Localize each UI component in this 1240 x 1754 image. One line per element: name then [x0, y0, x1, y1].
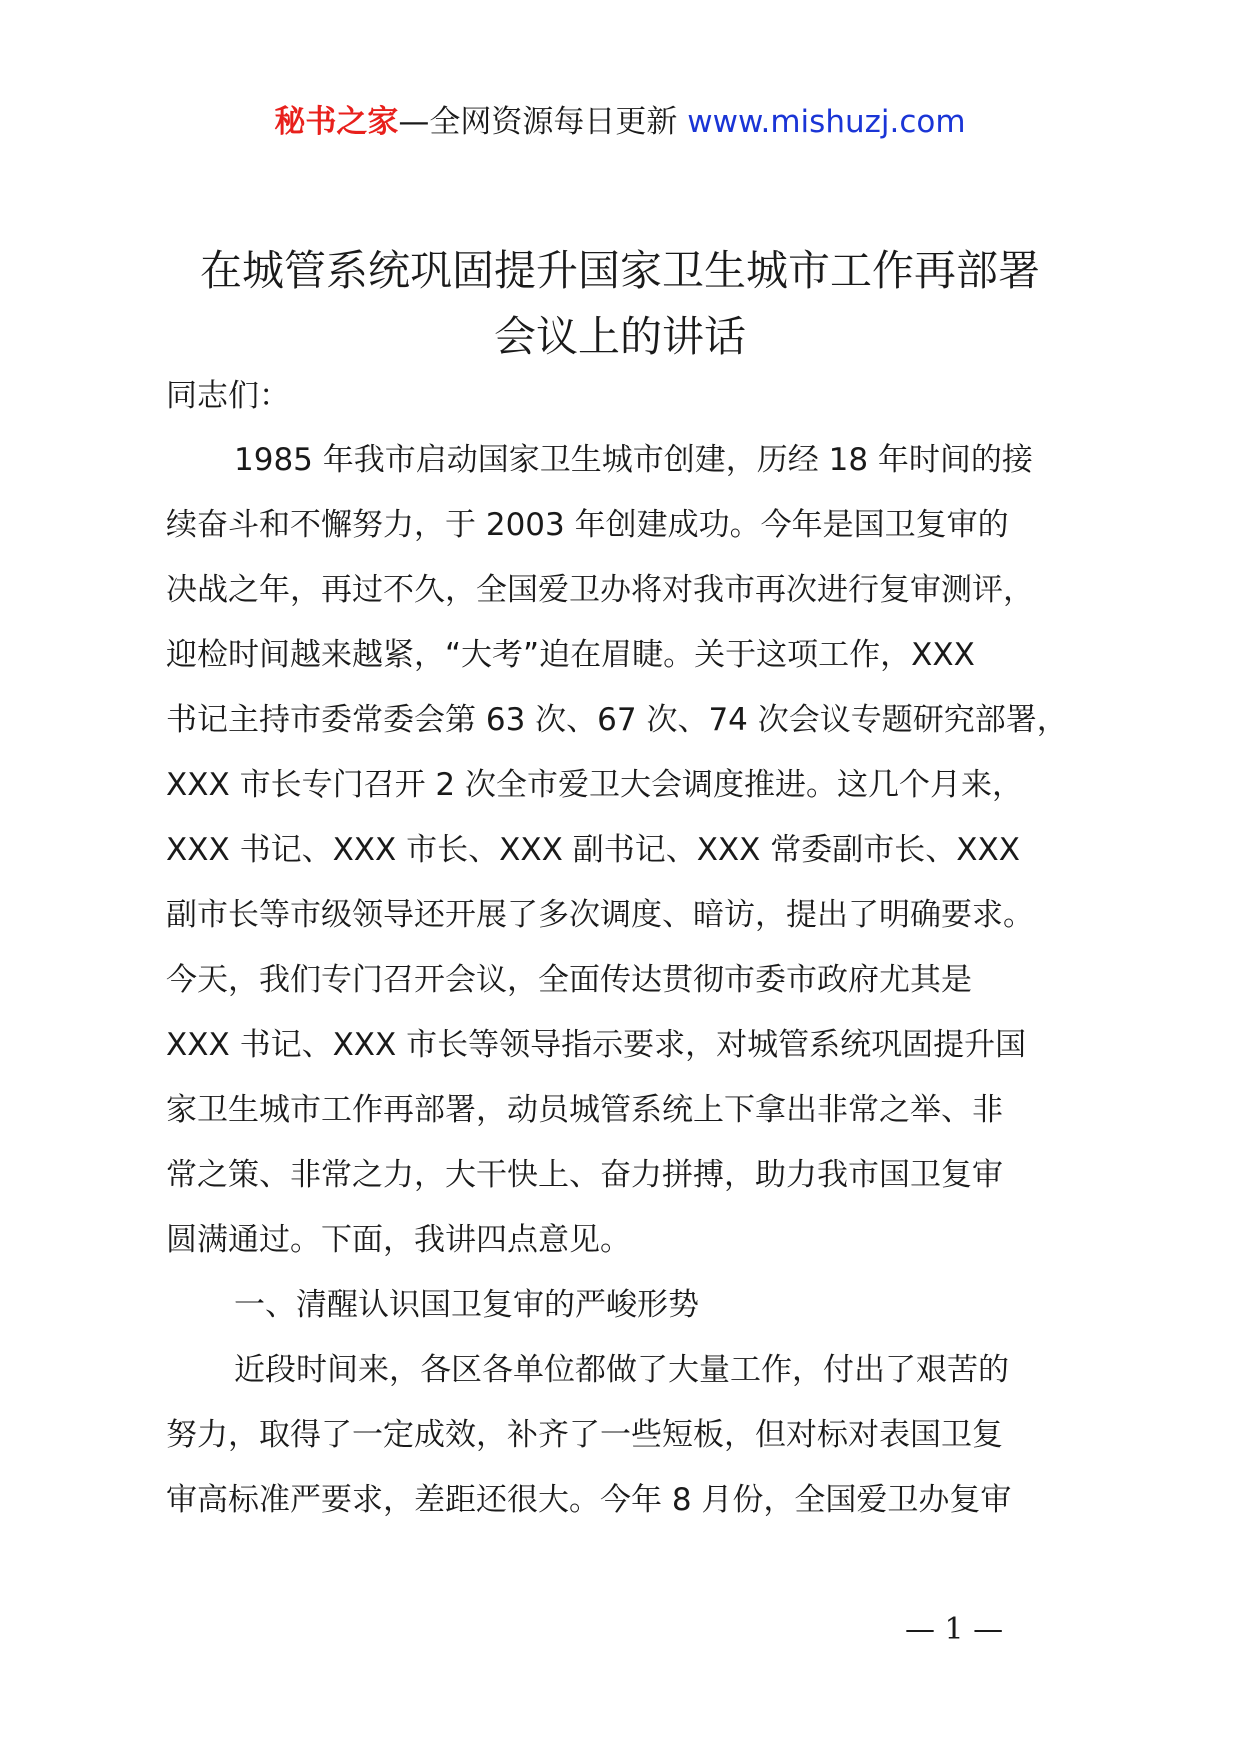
page-number: — 1 — [905, 1612, 1004, 1647]
site-header [0, 98, 1240, 146]
header-tagline: —全网资源每日更新 [398, 104, 678, 140]
speech-body [166, 436, 1106, 1541]
body-line: XXX 书记、XXX 市长等领导指示要求，对城管系统巩固提升国 [166, 1027, 1027, 1063]
body-line: 续奋斗和不懈努力，于 2003 年创建成功。今年是国卫复审的 [166, 507, 1009, 543]
body-line: 今天，我们专门召开会议，全面传达贯彻市委市政府尤其是 [166, 962, 972, 998]
body-line: 书记主持市委常委会第 63 次、67 次、74 次会议专题研究部署， [166, 702, 1068, 738]
body-line: 常之策、非常之力，大干快上、奋力拼搏，助力我市国卫复审 [166, 1157, 1003, 1193]
body-line: 1985 年我市启动国家卫生城市创建，历经 18 年时间的接 [234, 442, 1033, 478]
brand-name: 秘书之家 [274, 104, 399, 140]
body-line: 决战之年，再过不久，全国爱卫办将对我市再次进行复审测评， [166, 572, 1034, 608]
document-title [150, 238, 1090, 370]
salutation: 同志们： [166, 378, 290, 414]
body-line: 努力，取得了一定成效，补齐了一些短板，但对标对表国卫复 [166, 1417, 1003, 1453]
body-line: 审高标准严要求，差距还很大。今年 8 月份，全国爱卫办复审 [166, 1482, 1012, 1518]
body-line: 迎检时间越来越紧，“大考”迫在眉睫。关于这项工作，XXX [166, 637, 975, 673]
site-url-link[interactable]: www.mishuzj.com [687, 104, 966, 140]
body-line: XXX 市长专门召开 2 次全市爱卫大会调度推进。这几个月来， [166, 767, 1023, 803]
section-heading: 一、清醒认识国卫复审的严峻形势 [234, 1287, 699, 1323]
body-line: 家卫生城市工作再部署，动员城管系统上下拿出非常之举、非 [166, 1092, 1003, 1128]
body-line: 近段时间来，各区各单位都做了大量工作，付出了艰苦的 [234, 1352, 1009, 1388]
title-line-1: 在城管系统巩固提升国家卫生城市工作再部署 [199, 246, 1040, 295]
body-line: 副市长等市级领导还开展了多次调度、暗访，提出了明确要求。 [166, 897, 1034, 933]
title-line-2: 会议上的讲话 [493, 312, 746, 361]
body-line: XXX 书记、XXX 市长、XXX 副书记、XXX 常委副市长、XXX [166, 832, 1020, 868]
body-line: 圆满通过。下面，我讲四点意见。 [166, 1222, 631, 1258]
